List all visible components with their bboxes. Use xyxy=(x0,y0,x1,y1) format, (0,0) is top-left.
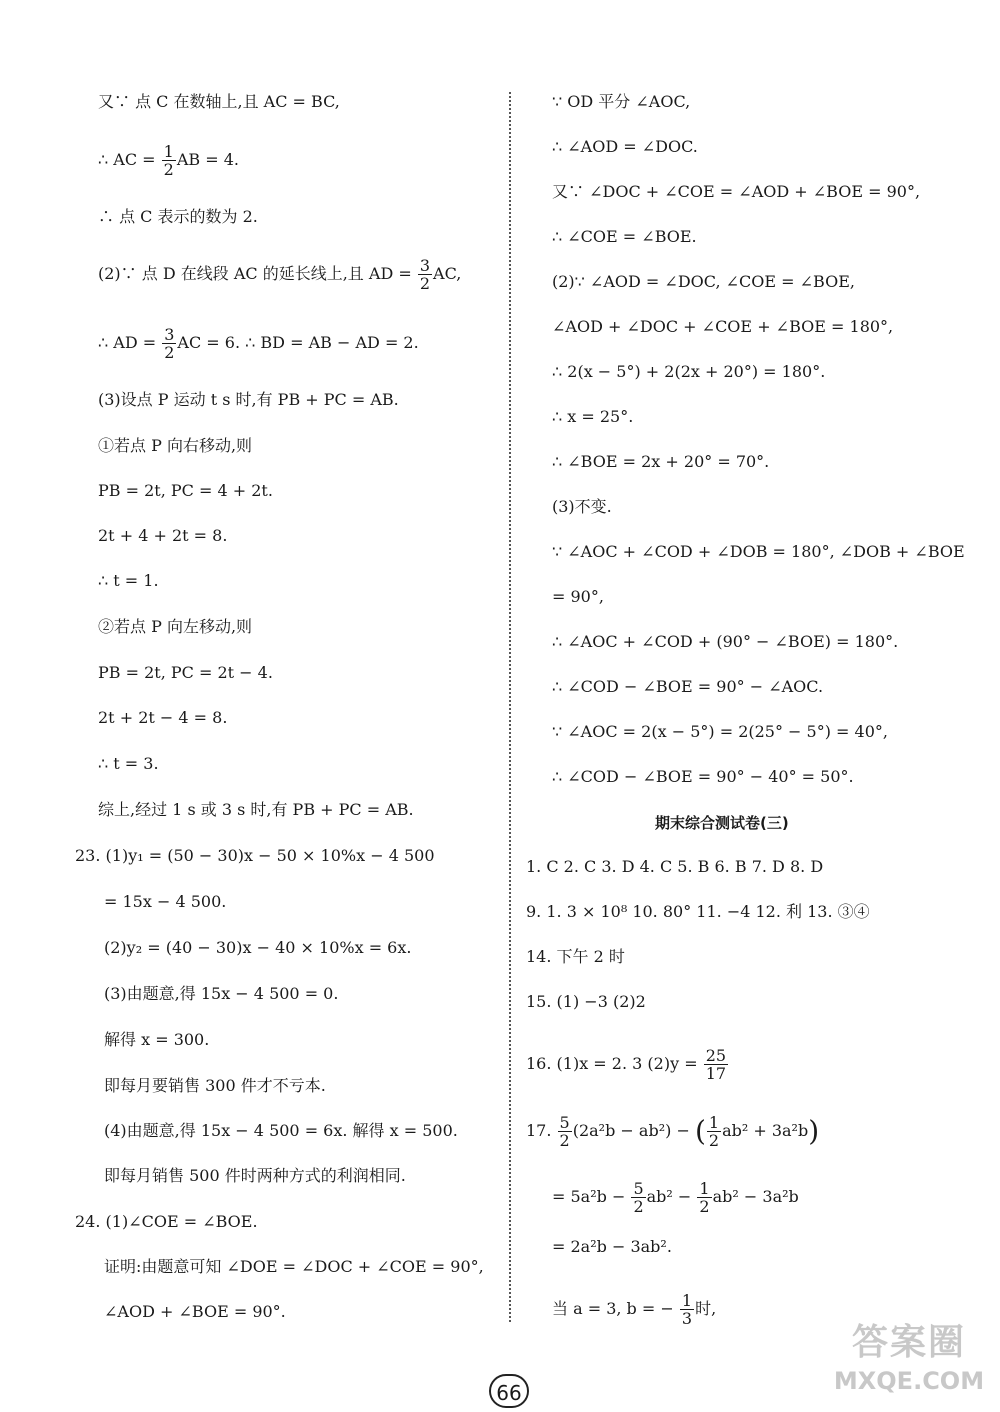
answer-line: 16. (1)x = 2. 3 (2)y = $\frac{25}{17}$ xyxy=(526,1046,727,1083)
text-line: (3)由题意,得 15x − 4 500 = 0. xyxy=(104,984,339,1003)
answer-line: 9. 1. 3 × 10⁸ 10. 80° 11. −4 12. 利 13. ③④ xyxy=(526,902,870,921)
text-line: ∴ t = 1. xyxy=(98,571,159,590)
text-line: 23. (1)y₁ = (50 − 30)x − 50 × 10%x − 4 500 xyxy=(75,846,435,865)
text-line: (2)y₂ = (40 − 30)x − 40 × 10%x = 6x. xyxy=(104,938,412,957)
text-line: ∴ x = 25°. xyxy=(552,407,634,426)
text-line: 即每月销售 500 件时两种方式的利润相同. xyxy=(104,1166,406,1185)
text-line: 又∵ 点 C 在数轴上,且 AC = BC, xyxy=(98,92,340,111)
text-line: 证明:由题意可知 ∠DOE = ∠DOC + ∠COE = 90°, xyxy=(104,1257,484,1276)
fraction: $\frac{1}{2}$ xyxy=(699,1179,710,1216)
text-line: ∵ ∠AOC + ∠COD + ∠DOB = 180°, ∠DOB + ∠BOE xyxy=(552,542,965,561)
page-number: 66 xyxy=(489,1374,529,1408)
text-line: ∵ ∠AOC = 2(x − 5°) = 2(25° − 5°) = 40°, xyxy=(552,722,888,741)
answer-line: 1. C 2. C 3. D 4. C 5. B 6. B 7. D 8. D xyxy=(526,857,824,876)
answer-line: = 2a²b − 3ab². xyxy=(552,1237,672,1256)
text-line: ∵ OD 平分 ∠AOC, xyxy=(552,92,691,111)
text-line: 2t + 4 + 2t = 8. xyxy=(98,526,228,545)
fraction: $\frac{25}{17}$ xyxy=(705,1046,727,1083)
fraction: $\frac{3}{2}$ xyxy=(419,256,431,293)
text-line: 2t + 2t − 4 = 8. xyxy=(98,708,228,727)
fraction: $\frac{5}{2}$ xyxy=(559,1113,570,1150)
text-line: (3)设点 P 运动 t s 时,有 PB + PC = AB. xyxy=(98,390,399,409)
text-line: 24. (1)∠COE = ∠BOE. xyxy=(75,1212,258,1231)
fraction: $\frac{3}{2}$ xyxy=(164,325,175,362)
fraction: $\frac{1}{3}$ xyxy=(681,1291,693,1328)
text-line: 即每月要销售 300 件才不亏本. xyxy=(104,1076,326,1095)
text-line: = 15x − 4 500. xyxy=(104,892,227,911)
text-line: 又∵ ∠DOC + ∠COE = ∠AOD + ∠BOE = 90°, xyxy=(552,182,921,201)
text-line: 解得 x = 300. xyxy=(104,1030,210,1049)
answer-line: 当 a = 3, b = − $\frac{1}{3}$ 时, xyxy=(552,1291,717,1328)
text-line: ∴ 2(x − 5°) + 2(2x + 20°) = 180°. xyxy=(552,362,826,381)
text-line: ∴ ∠AOD = ∠DOC. xyxy=(552,137,698,156)
text-line: ∴ AC = $\frac{1}{2}$ AB = 4. xyxy=(98,142,239,179)
text-line: (3)不变. xyxy=(552,497,612,516)
text-line: ∴ ∠COE = ∠BOE. xyxy=(552,227,697,246)
text-line: ∴ t = 3. xyxy=(98,754,159,773)
text-line: PB = 2t, PC = 2t − 4. xyxy=(98,663,273,682)
fraction: $\frac{5}{2}$ xyxy=(633,1179,644,1216)
fraction: $\frac{1}{2}$ xyxy=(163,142,174,179)
text-line: ②若点 P 向左移动,则 xyxy=(98,617,253,636)
text-line: ∴ ∠AOC + ∠COD + (90° − ∠BOE) = 180°. xyxy=(552,632,899,651)
answer-line: = 5a²b − $\frac{5}{2}$ ab² − $\frac{1}{2}$ ab² − 3a²b xyxy=(552,1179,799,1216)
column-divider xyxy=(509,92,511,1322)
text-line: ∠AOD + ∠DOC + ∠COE + ∠BOE = 180°, xyxy=(552,317,894,336)
text-line: ∴ ∠BOE = 2x + 20° = 70°. xyxy=(552,452,770,471)
answer-line: 17. $\frac{5}{2}$ (2a²b − ab²) − ( $\frac{1}{2}$ ab² + 3a²b) xyxy=(526,1113,820,1150)
text-line: (4)由题意,得 15x − 4 500 = 6x. 解得 x = 500. xyxy=(104,1121,458,1140)
text-line: ∠AOD + ∠BOE = 90°. xyxy=(104,1302,286,1321)
section-title: 期末综合测试卷(三) xyxy=(655,814,789,832)
answer-line: 15. (1) −3 (2)2 xyxy=(526,992,646,1011)
fraction: $\frac{1}{2}$ xyxy=(708,1113,720,1150)
text-line: ∴ ∠COD − ∠BOE = 90° − 40° = 50°. xyxy=(552,767,854,786)
text-line: (2)∵ ∠AOD = ∠DOC, ∠COE = ∠BOE, xyxy=(552,272,855,291)
answer-line: 14. 下午 2 时 xyxy=(526,947,625,966)
text-line: ∴ 点 C 表示的数为 2. xyxy=(98,207,258,226)
text-line: ①若点 P 向右移动,则 xyxy=(98,436,253,455)
text-line: ∴ ∠COD − ∠BOE = 90° − ∠AOC. xyxy=(552,677,824,696)
text-line: 综上,经过 1 s 或 3 s 时,有 PB + PC = AB. xyxy=(98,800,414,819)
text-line: ∴ AD = $\frac{3}{2}$ AC = 6. ∴ BD = AB − AD = 2. xyxy=(98,325,419,362)
watermark-logo: 答案圈 MXQE.COM xyxy=(833,1322,985,1395)
text-line: = 90°, xyxy=(552,587,604,606)
text-line: (2)∵ 点 D 在线段 AC 的延长线上,且 AD = $\frac{3}{2}$ AC, xyxy=(98,256,462,293)
text-line: PB = 2t, PC = 4 + 2t. xyxy=(98,481,273,500)
